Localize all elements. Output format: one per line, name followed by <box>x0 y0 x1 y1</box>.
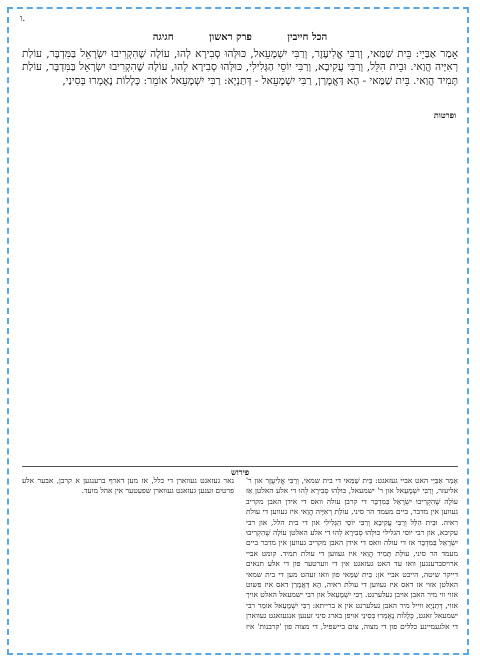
gemara-paragraph: אָמַר אַבַּיֵי: בֵּית שַׁמַּאי, וְרַבִּי אֱלִיעֶזֶר, וְרַבִּי יִשְׁמָעֵאל, כּוּלְּהוּ סְבִירָא לְהוּ, עוֹלָה שֶׁהִקְרִיבוּ יִשְׂרָאֵל בַּמִּדְבָּר, עוֹלַת רְאִיָּיה הֲוַאי. וּבֵית הִלֵּל, וְרַבִּי עֲקִיבָא, וְרַבִּי יוֹסֵי הַגְּלִילִי, כּוּלְּהוּ סְבִירָא לְהוּ, עוֹלָה שֶׁהִקְרִיבוּ יִשְׂרָאֵל בַּמִּדְבָּר, עוֹלַת תָּמִיד הֲוַאי. בֵּית שַׁמַּאי - הָא דַּאֲמָרַן, רַבִּי יִשְׁמָעֵאל - דְּתַנְיָא: רַבִּי יִשְׁמָעֵאל אוֹמֵר: כְּלָלוֹת נֶאֶמְרוּ בְּסִינַי, <box>22 48 458 87</box>
running-head-tractate: הכל חייבין <box>287 32 328 43</box>
running-head <box>0 32 480 43</box>
catchword: ופרטות <box>433 110 456 120</box>
running-head-title: חגיגה <box>152 32 174 43</box>
perush-title-label: פירוש <box>225 467 255 477</box>
perush-commentary <box>22 476 458 644</box>
running-head-chapter: פרק ראשון <box>209 32 252 43</box>
page-number: ו. <box>20 14 26 24</box>
gemara-text <box>22 48 458 88</box>
perush-paragraph: אָמַר אַבַּיֵי האט אביי געזאגט: בֵּית שַׁמַּאי די בית שמאי, וְרַבִּי אֱלִיעֶזֶר און ר' אליעזר, וְרַבִּי יִשְׁמָעֵאל און ר' ישמעאל, כּוּלְּהוּ סְבִירָא לְהוּ די אלע האלטן אַז עוֹלָה שֶׁהִקְרִיבוּ יִשְׂרָאֵל בַּמִּדְבָּר די קרבן עולה וואס די אידן האבן מקריב געווען אין מדבר, ביים מעמד הר סיני, עוֹלַת רְאִיָּיה הֲוַאי איז געווען די עולת ראיה. וּבֵית הִלֵּל וְרַבִּי עֲקִיבָא וְרַבִּי יוֹסֵי הַגְּלִילִי און די בית הלל, און רבי עקיבא, און רבי יוסי הגלילי כּוּלְּהוּ סְבִירָא לְהוּ די אלע האלטן עוֹלָה שֶׁהִקְרִיבוּ יִשְׂרָאֵל בַּמִּדְבָּר אז די עולה וואס די אידן האבן מקריב געווען אין מדבר ביים מעמד הר סיני, עוֹלַת תָּמִיד הֲוַאי איז געווען די עולת תמיד. קומט אביי ארויסברענגען וואו עד האט געזאגט אין די ווערטער פון די אלע תנאים דייקר שיטה, הייבט אביי אן: בֵּית שַׁמַּאי פון וואו זעהט מען די בית שמאי האלטן אזוי אז דאס איז געווען די עולת ראיה, הָא דַּאֲמָרַן דאס איז פשוט אזוי ווי מיר האבן אויבן געלערנט. רַבִּי יִשְׁמָעֵאל און רבי ישמעאל האלט אויך אזוי, דְּתַנְיָא ווייל מיר האבן געלערנט אין א ברייתא: רַבִּי יִשְׁמָעֵאל אוֹמֵר רבי ישמעאל זאגט, כְּלָלוֹת נֶאֶמְרוּ בְּסִינַי אויפן בארג סיני זענען אנגעזאגט געווארן די אלגעמיינע כללים פון די מצוה, צום ביישפיל, די מצוה פון 'קרבנות' איז נאר געזאגט געווארן די כלל, אז מען דארף ברענגען א קרבן, אבער אלע פרטים זענען געזאגט געווארן שפעטער אין אהל מועד. <box>22 476 458 631</box>
